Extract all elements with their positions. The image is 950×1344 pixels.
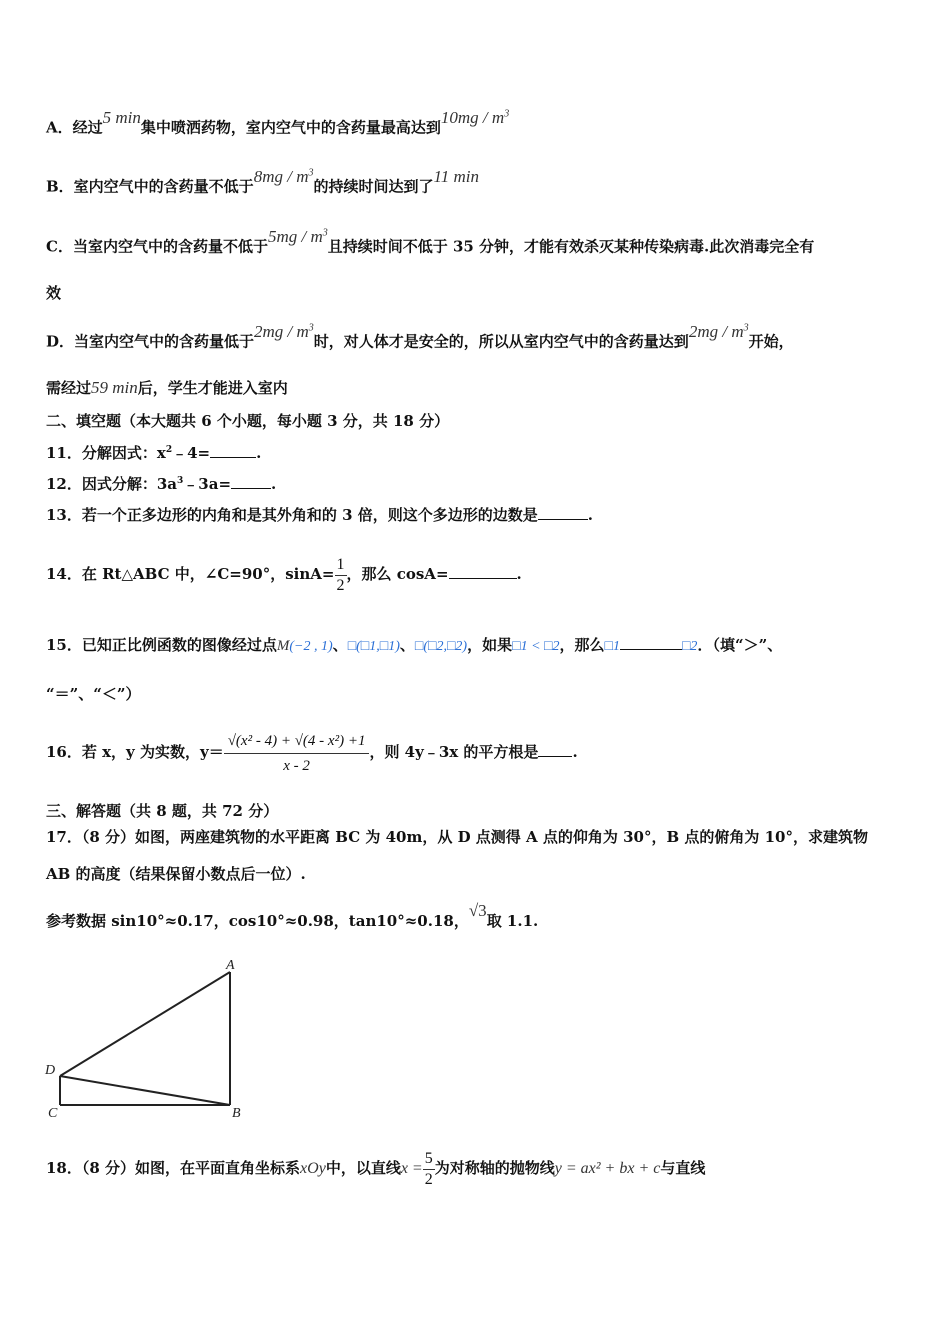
q12-end: .: [271, 475, 277, 493]
question-17-line2: AB 的高度（结果保留小数点后一位）.: [46, 865, 306, 883]
question-18: [46, 1140, 705, 1197]
answer-blank[interactable]: [231, 474, 271, 489]
fraction-half: [335, 555, 347, 596]
question-15: [46, 635, 782, 657]
q12-text: 12．因式分解：3a: [46, 475, 178, 493]
question-14: [46, 546, 522, 602]
q13-end: .: [587, 506, 593, 524]
q15-sep2: 、: [399, 636, 415, 654]
option-d-label: D．当室内空气中的含药量低于: [46, 332, 255, 351]
q15-sep1: 、: [332, 636, 348, 654]
label-a: A: [226, 958, 235, 973]
math-8mg-base: 8mg / m: [253, 166, 309, 186]
option-b: [46, 166, 479, 197]
math-59min: 59 min: [91, 378, 138, 397]
q15-post: ．（填“＞”、: [697, 636, 783, 654]
math-2mg-b: [689, 322, 749, 341]
q15-pre: 15．已知正比例函数的图像经过点: [46, 636, 277, 654]
math-5mg-sup: 3: [322, 227, 328, 238]
q18-mid: 中，以直线: [325, 1159, 401, 1177]
math-2mg: [254, 322, 314, 341]
math-8mg: [254, 167, 314, 186]
math-5min: 5 min: [102, 107, 141, 127]
q16-pre: 16．若 x，y 为实数，y＝: [46, 743, 224, 761]
q11-rest: ﹣4=: [172, 444, 211, 462]
option-b-label: B．室内空气中的含药量不低于: [46, 177, 254, 196]
q14-end: .: [516, 565, 522, 583]
question-16: [46, 720, 578, 784]
answer-blank[interactable]: [538, 505, 588, 520]
option-b-text: 的持续时间达到了: [313, 177, 434, 196]
math-5mg: [268, 227, 328, 246]
q17-data-pre: 参考数据 sin10°≈0.17，cos10°≈0.98，tan10°≈0.18，: [46, 912, 469, 930]
label-c: C: [48, 1106, 58, 1121]
option-c-label: C．当室内空气中的含药量不低于: [46, 237, 268, 256]
q15-then: ，那么: [559, 636, 605, 654]
option-c: [46, 226, 815, 257]
q18-mid2: 为对称轴的抛物线: [434, 1159, 555, 1177]
math-2mg-b-base: 2mg / m: [688, 321, 744, 341]
q12-sup: 3: [177, 476, 184, 486]
math-2mg-base: 2mg / m: [254, 321, 309, 341]
option-d-end: 开始，: [748, 332, 794, 351]
math-parabola: y = ax² + bx + c: [554, 1160, 661, 1177]
q17-data-post: 取 1.1.: [486, 912, 539, 930]
option-a-label: A．经过: [46, 118, 103, 137]
q14-den: 2: [336, 576, 345, 594]
point-b: □(□2,□2): [414, 639, 468, 654]
question-12: [46, 471, 276, 494]
math-10mg-sup: 3: [504, 108, 510, 119]
fraction-5-2: [423, 1149, 435, 1190]
question-15-cont: “＝”、“＜”）: [46, 685, 141, 703]
q14-num: 1: [335, 555, 347, 576]
q15-cond-pre: ，如果: [467, 636, 513, 654]
q18-end: 与直线: [660, 1159, 706, 1177]
q18-pre: 18．（8 分）如图，在平面直角坐标系: [46, 1159, 301, 1177]
answer-blank[interactable]: [449, 564, 517, 579]
condition: □1 < □2: [512, 639, 560, 654]
math-x-eq: x =: [400, 1160, 423, 1177]
q11-text: 11．分解因式：x: [46, 444, 166, 462]
y1: □1: [604, 639, 620, 654]
line-da: [60, 972, 230, 1076]
label-d: D: [45, 1063, 56, 1078]
math-2mg-sup: 3: [308, 322, 314, 333]
q13-text: 13．若一个正多边形的内角和是其外角和的 3 倍，则这个多边形的边数是: [46, 506, 538, 524]
section-2-heading: 二、填空题（本大题共 6 个小题，每小题 3 分，共 18 分）: [46, 412, 450, 430]
option-d-cont: [46, 378, 288, 398]
fraction-y: [224, 729, 370, 778]
option-d-cont-post: 后，学生才能进入室内: [137, 379, 288, 397]
math-8mg-sup: 3: [308, 167, 314, 178]
question-17-data: [46, 901, 539, 931]
q14-pre: 14．在 Rt△ABC 中，∠C=90°，sinA=: [46, 565, 335, 583]
q16-num: √(x² - 4) + √(4 - x²) +1: [224, 729, 370, 754]
option-c-text: 且持续时间不低于 35 分钟，才能有效杀灭某种传染病毒.此次消毒完全有: [327, 237, 815, 256]
option-c-cont: 效: [46, 284, 62, 302]
option-d-cont-pre: 需经过: [46, 379, 92, 397]
math-xoy: xOy: [300, 1160, 326, 1177]
option-a-text: 集中喷洒药物，室内空气中的含药量最高达到: [140, 118, 441, 137]
q11-end: .: [256, 444, 262, 462]
math-2mg-b-sup: 3: [743, 322, 749, 333]
point-m-coord: (−2 , 1): [289, 639, 333, 654]
q11-sup: 2: [165, 445, 173, 455]
q18-num: 5: [423, 1149, 435, 1170]
question-13: [46, 505, 593, 525]
math-5mg-base: 5mg / m: [267, 226, 323, 246]
answer-blank[interactable]: [538, 742, 572, 757]
q14-post: ，那么 cosA=: [346, 565, 449, 583]
option-d-text: 时，对人体才是安全的，所以从室内空气中的含药量达到: [313, 332, 689, 351]
point-a: □(□1,□1): [347, 639, 400, 654]
option-a: [46, 107, 510, 138]
answer-blank[interactable]: [620, 635, 682, 650]
q12-rest: ﹣3a=: [183, 475, 232, 493]
q16-end: .: [572, 743, 578, 761]
q16-den: x - 2: [283, 757, 310, 774]
point-m: M: [276, 638, 290, 654]
answer-blank[interactable]: [210, 443, 256, 458]
option-d: [46, 321, 794, 352]
math-11min: 11 min: [433, 166, 479, 186]
q18-den: 2: [424, 1170, 433, 1188]
question-17-line1: 17．（8 分）如图，两座建筑物的水平距离 BC 为 40m，从 D 点测得 A 点的仰角为 30°，B 点的俯角为 10°，求建筑物: [46, 828, 868, 846]
q16-post: ，则 4y﹣3x 的平方根是: [369, 743, 539, 761]
building-figure: [40, 955, 250, 1125]
y2: □2: [681, 639, 698, 654]
math-10mg: [441, 108, 509, 127]
math-10mg-base: 10mg / m: [440, 107, 505, 127]
label-b: B: [232, 1106, 241, 1121]
line-db: [60, 1076, 230, 1105]
sqrt-3: √3: [468, 901, 487, 920]
section-3-heading: 三、解答题（共 8 题，共 72 分）: [46, 802, 279, 820]
question-11: [46, 440, 261, 463]
